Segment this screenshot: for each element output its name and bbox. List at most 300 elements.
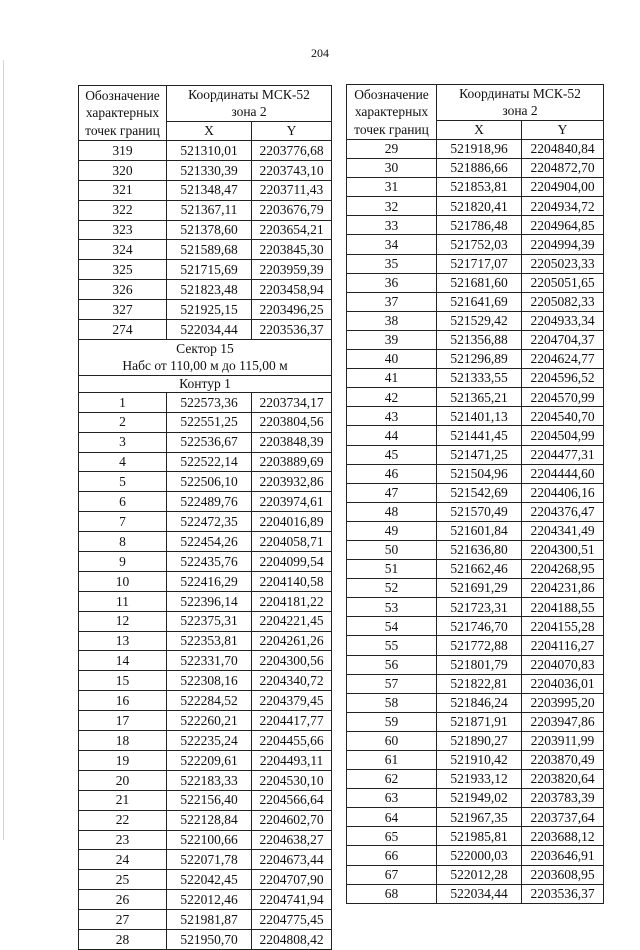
x-coordinate-cell: 521296,89 [437,350,522,369]
page-number: 204 [311,46,329,60]
y-coordinate-cell: 2203496,25 [252,300,332,320]
table-row [347,865,604,884]
point-number-cell: 63 [347,789,437,808]
point-number-cell: 18 [79,731,167,751]
contour-label: Контур 1 [79,375,332,392]
x-coordinate-cell: 522506,10 [167,472,252,492]
header-label-line: характерных [85,105,160,121]
table-row [79,711,332,731]
x-coordinate-cell: 522000,03 [437,846,522,865]
table-header-row [79,86,332,122]
y-coordinate-cell: 2204904,00 [522,178,604,197]
x-coordinate-cell: 522308,16 [167,671,252,691]
point-number-cell: 7 [79,512,167,532]
point-number-cell: 324 [79,240,167,260]
y-coordinate-cell: 2204477,31 [522,445,604,464]
left-table-body [79,86,332,950]
y-coordinate-cell: 2204188,55 [522,598,604,617]
table-row [79,412,332,432]
point-number-cell: 30 [347,159,437,178]
y-coordinate-cell: 2204417,77 [252,711,332,731]
table-row [79,691,332,711]
table-row [347,273,604,292]
x-coordinate-cell: 522128,84 [167,810,252,830]
table-row [347,178,604,197]
x-coordinate-cell: 522183,33 [167,770,252,790]
x-coordinate-cell: 521823,48 [167,280,252,300]
point-number-cell: 1 [79,392,167,412]
point-number-cell: 10 [79,571,167,591]
table-row [79,452,332,472]
table-row [79,929,332,949]
y-coordinate-cell: 2204300,51 [522,540,604,559]
sector-height-range: Набс от 110,00 м до 115,00 м [79,357,332,375]
point-number-cell: 52 [347,579,437,598]
table-row [79,200,332,220]
x-coordinate-cell: 521801,79 [437,655,522,674]
point-number-cell: 26 [79,890,167,910]
point-number-cell: 28 [79,929,167,949]
table-row [347,617,604,636]
y-coordinate-cell: 2204140,58 [252,571,332,591]
y-coordinate-cell: 2203536,37 [522,884,604,903]
x-coordinate-cell: 521636,80 [437,540,522,559]
x-coordinate-cell: 522209,61 [167,750,252,770]
x-coordinate-cell: 522522,14 [167,452,252,472]
x-coordinate-cell: 521985,81 [437,827,522,846]
point-number-cell: 54 [347,617,437,636]
table-row [347,846,604,865]
table-row [347,789,604,808]
y-coordinate-cell: 2204340,72 [252,671,332,691]
point-number-cell: 62 [347,770,437,789]
table-row [79,260,332,280]
y-coordinate-cell: 2203911,99 [522,731,604,750]
coordinates-system-header [437,85,604,121]
x-coordinate-cell: 522012,28 [437,865,522,884]
points-designation-header [347,85,437,140]
x-coordinate-cell: 522416,29 [167,571,252,591]
x-coordinate-cell: 521601,84 [437,521,522,540]
x-coordinate-cell: 522375,31 [167,611,252,631]
y-coordinate-cell: 2204673,44 [252,850,332,870]
y-coordinate-cell: 2204016,89 [252,512,332,532]
x-coordinate-cell: 522573,36 [167,392,252,412]
point-number-cell: 6 [79,492,167,512]
point-number-cell: 50 [347,540,437,559]
y-coordinate-cell: 2203711,43 [252,180,332,200]
y-coordinate-cell: 2203974,61 [252,492,332,512]
table-row [79,141,332,161]
table-row [79,532,332,552]
header-label-line: характерных [354,104,429,120]
x-coordinate-cell: 521846,24 [437,693,522,712]
table-row [347,674,604,693]
point-number-cell: 29 [347,140,437,159]
x-coordinate-cell: 522536,67 [167,432,252,452]
sector-title-row [79,339,332,357]
x-coordinate-cell: 522260,21 [167,711,252,731]
table-row [79,651,332,671]
y-coordinate-cell: 2203676,79 [252,200,332,220]
point-number-cell: 325 [79,260,167,280]
y-coordinate-cell: 2203959,39 [252,260,332,280]
point-number-cell: 11 [79,591,167,611]
x-coordinate-cell: 521681,60 [437,273,522,292]
header-label-line: точек границ [354,121,429,137]
x-coordinate-cell: 521378,60 [167,220,252,240]
y-coordinate-cell: 2204933,34 [522,311,604,330]
x-column-header: X [167,122,252,141]
point-number-cell: 323 [79,220,167,240]
x-coordinate-cell: 521890,27 [437,731,522,750]
point-number-cell: 65 [347,827,437,846]
y-coordinate-cell: 2204570,99 [522,388,604,407]
y-coordinate-cell: 2203870,49 [522,751,604,770]
x-coordinate-cell: 521441,45 [437,426,522,445]
y-coordinate-cell: 2205082,33 [522,292,604,311]
x-coordinate-cell: 521662,46 [437,560,522,579]
y-coordinate-cell: 2203608,95 [522,865,604,884]
y-coordinate-cell: 2204406,16 [522,483,604,502]
y-coordinate-cell: 2204530,10 [252,770,332,790]
x-coordinate-cell: 521504,96 [437,464,522,483]
table-row [79,890,332,910]
point-number-cell: 59 [347,712,437,731]
point-number-cell: 27 [79,910,167,930]
point-number-cell: 19 [79,750,167,770]
point-number-cell: 274 [79,320,167,340]
point-number-cell: 46 [347,464,437,483]
point-number-cell: 61 [347,751,437,770]
x-coordinate-cell: 521529,42 [437,311,522,330]
point-number-cell: 23 [79,830,167,850]
x-coordinate-cell: 521786,48 [437,216,522,235]
table-row [347,369,604,388]
table-row [347,521,604,540]
header-coord-line: зона 2 [502,102,538,118]
point-number-cell: 321 [79,180,167,200]
y-coordinate-cell: 2203820,64 [522,770,604,789]
y-coordinate-cell: 2204376,47 [522,502,604,521]
table-row [347,292,604,311]
x-coordinate-cell: 521641,69 [437,292,522,311]
x-coordinate-cell: 521333,55 [437,369,522,388]
table-row [79,320,332,340]
table-row [79,160,332,180]
point-number-cell: 43 [347,407,437,426]
y-coordinate-cell: 2204872,70 [522,159,604,178]
point-number-cell: 2 [79,412,167,432]
table-row [347,216,604,235]
point-number-cell: 3 [79,432,167,452]
x-coordinate-cell: 522396,14 [167,591,252,611]
point-number-cell: 24 [79,850,167,870]
point-number-cell: 20 [79,770,167,790]
point-number-cell: 12 [79,611,167,631]
y-coordinate-cell: 2204624,77 [522,350,604,369]
right-coordinates-table [346,84,604,904]
y-coordinate-cell: 2204596,52 [522,369,604,388]
table-row [347,827,604,846]
right-table-body [347,85,604,904]
y-coordinate-cell: 2204116,27 [522,636,604,655]
table-row [347,751,604,770]
y-coordinate-cell: 2204455,66 [252,731,332,751]
point-number-cell: 40 [347,350,437,369]
x-coordinate-cell: 521981,87 [167,910,252,930]
point-number-cell: 319 [79,141,167,161]
points-designation-header [79,86,167,141]
table-row [79,472,332,492]
point-number-cell: 8 [79,532,167,552]
point-number-cell: 53 [347,598,437,617]
x-coordinate-cell: 522435,76 [167,552,252,572]
x-coordinate-cell: 522284,52 [167,691,252,711]
table-row [347,731,604,750]
table-row [347,502,604,521]
table-row [347,426,604,445]
y-coordinate-cell: 2203848,39 [252,432,332,452]
x-coordinate-cell: 521401,13 [437,407,522,426]
table-row [79,512,332,532]
table-row [347,598,604,617]
x-coordinate-cell: 521589,68 [167,240,252,260]
point-number-cell: 51 [347,560,437,579]
x-coordinate-cell: 521570,49 [437,502,522,521]
table-row [79,591,332,611]
y-coordinate-cell: 2203654,21 [252,220,332,240]
point-number-cell: 58 [347,693,437,712]
x-coordinate-cell: 522489,76 [167,492,252,512]
point-number-cell: 48 [347,502,437,521]
y-coordinate-cell: 2204840,84 [522,140,604,159]
left-coordinates-table [78,85,332,950]
x-coordinate-cell: 521949,02 [437,789,522,808]
table-row [79,770,332,790]
x-coordinate-cell: 522551,25 [167,412,252,432]
y-coordinate-cell: 2203734,17 [252,392,332,412]
y-coordinate-cell: 2203804,56 [252,412,332,432]
y-coordinate-cell: 2204070,83 [522,655,604,674]
table-row [79,790,332,810]
y-coordinate-cell: 2204379,45 [252,691,332,711]
point-number-cell: 55 [347,636,437,655]
y-coordinate-cell: 2204181,22 [252,591,332,611]
x-coordinate-cell: 521853,81 [437,178,522,197]
point-number-cell: 22 [79,810,167,830]
y-coordinate-cell: 2205051,65 [522,273,604,292]
table-row [79,240,332,260]
point-number-cell: 4 [79,452,167,472]
table-row [79,611,332,631]
x-coordinate-cell: 521365,21 [437,388,522,407]
table-row [347,388,604,407]
table-row [347,560,604,579]
table-row [79,750,332,770]
x-coordinate-cell: 521950,70 [167,929,252,949]
x-coordinate-cell: 521471,25 [437,445,522,464]
y-coordinate-cell: 2204704,37 [522,330,604,349]
x-coordinate-cell: 522331,70 [167,651,252,671]
y-coordinate-cell: 2204775,45 [252,910,332,930]
point-number-cell: 38 [347,311,437,330]
table-row [347,159,604,178]
table-row [347,197,604,216]
x-coordinate-cell: 522034,44 [167,320,252,340]
point-number-cell: 36 [347,273,437,292]
y-coordinate-cell: 2204994,39 [522,235,604,254]
point-number-cell: 41 [347,369,437,388]
x-coordinate-cell: 521542,69 [437,483,522,502]
x-coordinate-cell: 522034,44 [437,884,522,903]
point-number-cell: 9 [79,552,167,572]
x-coordinate-cell: 521310,01 [167,141,252,161]
x-coordinate-cell: 521933,12 [437,770,522,789]
table-row [347,330,604,349]
y-coordinate-cell: 2203743,10 [252,160,332,180]
y-coordinate-cell: 2204268,95 [522,560,604,579]
y-coordinate-cell: 2204638,27 [252,830,332,850]
header-label-line: точек границ [85,122,160,138]
x-coordinate-cell: 521367,11 [167,200,252,220]
y-coordinate-cell: 2204602,70 [252,810,332,830]
y-coordinate-cell: 2204566,64 [252,790,332,810]
x-coordinate-cell: 521772,88 [437,636,522,655]
x-coordinate-cell: 521822,81 [437,674,522,693]
x-coordinate-cell: 522071,78 [167,850,252,870]
table-row [79,492,332,512]
x-coordinate-cell: 522100,66 [167,830,252,850]
y-coordinate-cell: 2204444,60 [522,464,604,483]
table-row [347,808,604,827]
table-row [79,280,332,300]
point-number-cell: 16 [79,691,167,711]
x-coordinate-cell: 521330,39 [167,160,252,180]
y-coordinate-cell: 2203845,30 [252,240,332,260]
point-number-cell: 14 [79,651,167,671]
x-coordinate-cell: 521918,96 [437,140,522,159]
table-row [79,571,332,591]
y-coordinate-cell: 2204741,94 [252,890,332,910]
scan-edge-line [3,60,4,840]
x-coordinate-cell: 521910,42 [437,751,522,770]
x-coordinate-cell: 522235,24 [167,731,252,751]
y-coordinate-cell: 2204707,90 [252,870,332,890]
point-number-cell: 44 [347,426,437,445]
table-row [347,655,604,674]
y-coordinate-cell: 2204155,28 [522,617,604,636]
x-coordinate-cell: 522042,45 [167,870,252,890]
x-coordinate-cell: 521886,66 [437,159,522,178]
point-number-cell: 57 [347,674,437,693]
y-coordinate-cell: 2204231,86 [522,579,604,598]
y-coordinate-cell: 2203458,94 [252,280,332,300]
y-coordinate-cell: 2204221,45 [252,611,332,631]
point-number-cell: 15 [79,671,167,691]
y-coordinate-cell: 2204964,85 [522,216,604,235]
y-coordinate-cell: 2204493,11 [252,750,332,770]
contour-label-row [79,375,332,392]
y-coordinate-cell: 2204934,72 [522,197,604,216]
point-number-cell: 17 [79,711,167,731]
point-number-cell: 34 [347,235,437,254]
point-number-cell: 67 [347,865,437,884]
table-row [347,235,604,254]
x-coordinate-cell: 521691,29 [437,579,522,598]
x-coordinate-cell: 521715,69 [167,260,252,280]
table-row [347,464,604,483]
table-row [79,810,332,830]
point-number-cell: 25 [79,870,167,890]
y-coordinate-cell: 2203776,68 [252,141,332,161]
point-number-cell: 5 [79,472,167,492]
x-coordinate-cell: 521348,47 [167,180,252,200]
y-coordinate-cell: 2204540,70 [522,407,604,426]
x-coordinate-cell: 522454,26 [167,532,252,552]
header-coord-line: Координаты МСК-52 [188,86,310,102]
sector-height-range-row [79,357,332,375]
point-number-cell: 45 [347,445,437,464]
y-coordinate-cell: 2203737,64 [522,808,604,827]
table-row [79,910,332,930]
table-row [79,731,332,751]
x-coordinate-cell: 521871,91 [437,712,522,731]
point-number-cell: 49 [347,521,437,540]
table-row [79,300,332,320]
table-row [347,540,604,559]
y-coordinate-cell: 2205023,33 [522,254,604,273]
point-number-cell: 39 [347,330,437,349]
point-number-cell: 32 [347,197,437,216]
point-number-cell: 47 [347,483,437,502]
x-coordinate-cell: 522156,40 [167,790,252,810]
x-coordinate-cell: 522472,35 [167,512,252,532]
table-row [79,631,332,651]
y-coordinate-cell: 2203688,12 [522,827,604,846]
y-coordinate-cell: 2203947,86 [522,712,604,731]
point-number-cell: 13 [79,631,167,651]
table-row [347,884,604,903]
table-row [79,180,332,200]
y-coordinate-cell: 2204808,42 [252,929,332,949]
header-coord-line: Координаты МСК-52 [459,85,581,101]
table-row [79,220,332,240]
y-coordinate-cell: 2203783,39 [522,789,604,808]
table-row [79,870,332,890]
y-coordinate-cell: 2204341,49 [522,521,604,540]
table-row [347,311,604,330]
y-coordinate-cell: 2204261,26 [252,631,332,651]
point-number-cell: 66 [347,846,437,865]
coordinates-system-header [167,86,332,122]
y-coordinate-cell: 2203995,20 [522,693,604,712]
sector-title: Сектор 15 [79,339,332,357]
x-coordinate-cell: 521356,88 [437,330,522,349]
y-coordinate-cell: 2203932,86 [252,472,332,492]
point-number-cell: 42 [347,388,437,407]
y-coordinate-cell: 2204058,71 [252,532,332,552]
y-column-header: Y [252,122,332,141]
x-coordinate-cell: 521820,41 [437,197,522,216]
y-coordinate-cell: 2204300,56 [252,651,332,671]
point-number-cell: 326 [79,280,167,300]
y-coordinate-cell: 2204504,99 [522,426,604,445]
table-row [347,483,604,502]
table-row [347,445,604,464]
x-coordinate-cell: 521752,03 [437,235,522,254]
point-number-cell: 37 [347,292,437,311]
